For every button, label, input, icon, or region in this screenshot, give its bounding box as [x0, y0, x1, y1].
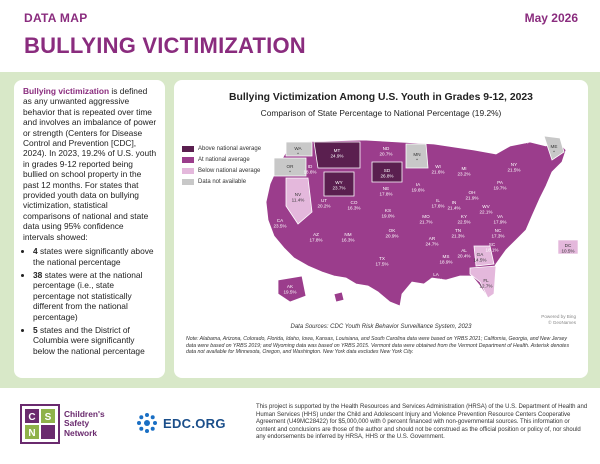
edc-burst-icon — [136, 412, 158, 434]
state-value-wv: 22.1% — [479, 209, 493, 215]
state-label-sd: SD — [383, 168, 391, 173]
state-value-ut: 20.2% — [317, 203, 331, 209]
map-panel — [174, 80, 588, 378]
state-value-ak: 19.5% — [283, 289, 297, 295]
state-value-ri: 16.0% — [563, 177, 577, 183]
legend-item-na — [182, 179, 261, 185]
edc-wordmark: EDC.ORG — [163, 415, 226, 431]
state-label-la: LA — [433, 272, 439, 277]
definition-panel — [14, 80, 165, 378]
state-label-id: ID — [307, 164, 313, 169]
state-label-al: AL — [461, 248, 467, 253]
state-value-tn: 21.3% — [451, 233, 465, 239]
state-label-ga: GA — [476, 252, 484, 257]
definition-text — [23, 86, 157, 242]
map-note: Note: Alabama, Arizona, Colorado, Florida, Idaho, Iowa, Kansas, Louisiana, and South Carolina data were based on YRBS 2021; California, Georgia, and New Jersey data were based on YRBS 2019; and Wyoming data was based on YRBS 2015. Vermont data were obtained from the Vermont Department of Health. Asterisk denotes data not available for Minnesota, Oregon, and Washington. New York data excludes New York City. — [186, 336, 570, 356]
state-value-dc: 10.5% — [561, 248, 575, 254]
state-value-al: 20.4% — [457, 253, 471, 259]
state-value-ny: 21.5% — [507, 167, 521, 173]
state-value-il: 17.6% — [431, 203, 445, 209]
state-value-va: 17.9% — [493, 219, 507, 225]
attribution-geonames: © GeoNames — [548, 319, 576, 325]
state-value-az: 17.8% — [309, 237, 323, 243]
legend-label: At national average — [198, 157, 250, 163]
state-label-ct: CT — [566, 186, 574, 191]
state-label-nc: NC — [494, 228, 502, 233]
state-label-ia: IA — [415, 182, 421, 187]
state-label-tn: TN — [454, 228, 462, 233]
state-value-ca: 23.5% — [273, 223, 287, 229]
finding-below — [33, 325, 157, 356]
csn-logo — [20, 404, 105, 444]
state-label-or: OR — [286, 164, 294, 169]
state-value-vt: 21.0% — [493, 139, 507, 145]
state-value-ok: 20.9% — [385, 233, 399, 239]
csn-line: Children's — [64, 408, 105, 419]
state-label-tx: TX — [379, 256, 385, 261]
state-value-fl: 12.7% — [479, 283, 493, 289]
state-label-wa: WA — [294, 146, 302, 151]
state-value-mo: 21.7% — [419, 219, 433, 225]
legend-item-below — [182, 168, 261, 174]
state-shape-hi — [334, 292, 344, 302]
state-value-ms: 18.9% — [439, 259, 453, 265]
csn-wordmark — [64, 410, 105, 438]
state-value-ky: 22.5% — [457, 219, 471, 225]
state-label-mn: MN — [413, 152, 421, 157]
legend-swatch — [182, 179, 194, 185]
map-subtitle: Comparison of State Percentage to National Percentage (19.2%) — [260, 108, 502, 118]
state-value-de: 13.9% — [563, 219, 577, 225]
page-footer — [0, 388, 600, 464]
state-label-ut: UT — [320, 198, 328, 203]
state-label-az: AZ — [313, 232, 319, 237]
publication-date: May 2026 — [524, 11, 578, 25]
state-label-ny: NY — [510, 162, 518, 167]
state-value-tx: 17.5% — [375, 261, 389, 267]
legend-label: Data not available — [198, 179, 247, 185]
state-label-nh: NH — [518, 134, 526, 139]
state-value-pa: 19.7% — [493, 185, 507, 191]
state-label-il: IL — [436, 198, 440, 203]
state-label-mt: MT — [333, 148, 341, 153]
state-value-id: 18.6% — [303, 169, 317, 175]
definition-term: Bullying victimization — [23, 86, 110, 96]
findings-list — [23, 246, 157, 356]
state-label-oh: OH — [468, 190, 476, 195]
state-value-ma: 15.9% — [563, 161, 577, 167]
state-label-ak: AK — [286, 284, 294, 289]
csn-letter-c: C — [28, 412, 36, 423]
state-label-ca: CA — [276, 218, 284, 223]
state-label-nj: NJ — [567, 200, 573, 205]
csn-letter-s: S — [44, 412, 52, 423]
state-label-nd: ND — [382, 146, 390, 151]
state-value-ar: 24.7% — [425, 241, 439, 247]
state-value-ne: 17.8% — [379, 191, 393, 197]
state-value-mi: 23.2% — [457, 171, 471, 177]
state-label-wy: WY — [335, 180, 343, 185]
state-label-dc: DC — [564, 243, 572, 248]
state-label-nm: NM — [344, 232, 352, 237]
page-title: BULLYING VICTIMIZATION — [24, 33, 306, 58]
csn-line: Network — [64, 427, 98, 438]
finding-at — [33, 270, 157, 322]
state-value-ct: 18.0% — [563, 191, 577, 197]
state-value-wi: 21.6% — [431, 169, 445, 175]
legend-label: Above national average — [198, 146, 262, 152]
state-label-in: IN — [451, 200, 457, 205]
state-value-nv: 11.4% — [291, 197, 305, 203]
state-label-va: VA — [497, 214, 503, 219]
eyebrow-label: DATA MAP — [24, 11, 88, 25]
state-value-sc: 18.1% — [485, 247, 499, 253]
state-label-ri: RI — [567, 172, 573, 177]
legend-item-above — [182, 146, 261, 152]
state-value-ia: 19.6% — [411, 187, 425, 193]
state-value-la: 18.5% — [429, 277, 443, 283]
state-label-ok: OK — [388, 228, 396, 233]
state-label-md: MD — [566, 228, 574, 233]
state-label-nv: NV — [294, 192, 302, 197]
state-label-ks: KS — [384, 208, 392, 213]
state-label-fl: FL — [483, 278, 489, 283]
state-value-mn: * — [416, 157, 418, 163]
finding-count: 38 — [33, 269, 43, 280]
state-label-ma: MA — [566, 156, 574, 161]
us-choropleth-map — [174, 80, 588, 324]
state-label-sc: SC — [488, 242, 496, 247]
state-value-ks: 19.0% — [381, 213, 395, 219]
state-value-nh: 24.2% — [515, 139, 529, 145]
finding-text: states and the District of Columbia were significantly below the national percentage — [33, 324, 145, 356]
state-value-nd: 20.7% — [379, 151, 393, 157]
definition-body: is defined as any unwanted aggressive behavior that is repeated over time and involves an imbalance of power or strength (Centers for Disease Control and Prevention [CDC], 2024). In 2023, 19.2% of U.S. youth in grades 9-12 reported being bullied on school property in the past 12 months. For states that provided youth data on bullying victimization, statistical comparisons of national and state data using 95% confidence intervals showed: — [23, 86, 157, 242]
state-label-ne: NE — [382, 186, 390, 191]
state-label-pa: PA — [497, 180, 503, 185]
state-label-wi: WI — [435, 164, 441, 169]
state-value-oh: 21.9% — [465, 195, 479, 201]
edc-logo — [136, 412, 226, 434]
state-value-me: * — [553, 149, 555, 155]
state-value-hi: 15.5% — [333, 307, 347, 313]
finding-count: 4 — [33, 246, 38, 257]
finding-text: states were at the national percentage (i.e., state percentage not statistically different from the national percentage) — [33, 269, 143, 322]
state-label-co: CO — [350, 200, 358, 205]
state-value-md: 14.2% — [563, 233, 577, 239]
state-value-or: * — [289, 169, 291, 175]
legend-swatch — [182, 168, 194, 174]
state-value-ga: 14.5% — [473, 257, 487, 263]
state-label-de: DE — [566, 214, 574, 219]
map-title: Bullying Victimization Among U.S. Youth in Grades 9-12, 2023 — [229, 92, 533, 103]
state-value-nc: 17.3% — [491, 233, 505, 239]
state-label-mo: MO — [422, 214, 430, 219]
state-label-ms: MS — [442, 254, 450, 259]
state-value-co: 16.3% — [347, 205, 361, 211]
state-label-hi: HI — [337, 302, 343, 307]
csn-logo-mark — [20, 404, 60, 444]
finding-above — [33, 246, 157, 267]
state-label-vt: VT — [497, 134, 503, 139]
state-value-nm: 16.3% — [341, 237, 355, 243]
state-label-ar: AR — [428, 236, 436, 241]
page-header — [0, 0, 600, 72]
csn-line: Safety — [64, 418, 90, 429]
state-value-in: 21.4% — [447, 205, 461, 211]
state-value-nj: 16.4% — [563, 205, 577, 211]
map-legend — [182, 146, 261, 190]
csn-letter-n: N — [28, 428, 36, 439]
state-value-wy: 23.7% — [332, 185, 346, 191]
legend-swatch — [182, 146, 194, 152]
state-value-mt: 24.9% — [330, 153, 344, 159]
state-label-ky: KY — [460, 214, 468, 219]
legend-label: Below national average — [198, 168, 261, 174]
state-label-me: ME — [550, 144, 558, 149]
finding-count: 5 — [33, 324, 38, 335]
state-label-mi: MI — [461, 166, 467, 171]
legend-item-at — [182, 157, 261, 163]
state-label-wv: WV — [482, 204, 490, 209]
legend-swatch — [182, 157, 194, 163]
finding-text: states were significantly above the national percentage — [33, 246, 154, 267]
data-sources: Data Sources: CDC Youth Risk Behavior Surveillance System, 2023 — [290, 324, 472, 330]
state-value-wa: * — [297, 151, 299, 157]
attribution-bing: Powered by Bing — [541, 314, 576, 319]
state-value-sd: 26.8% — [380, 173, 394, 179]
funding-disclaimer: This project is supported by the Health Resources and Services Administration (HRSA) of the U.S. Department of Health and Human Services (HHS) under the Child and Adolescent Injury and Violence Prevention Resource Centers Cooperative Agreement (U49MC28422) for $5,000,000 with 0 percent financed with non-governmental sources. This information or content and conclusions are those of the author and should not be construed as the official position or policy of, nor should any endorsements be inferred by HRSA, HHS or the U.S. Government. — [256, 404, 588, 441]
